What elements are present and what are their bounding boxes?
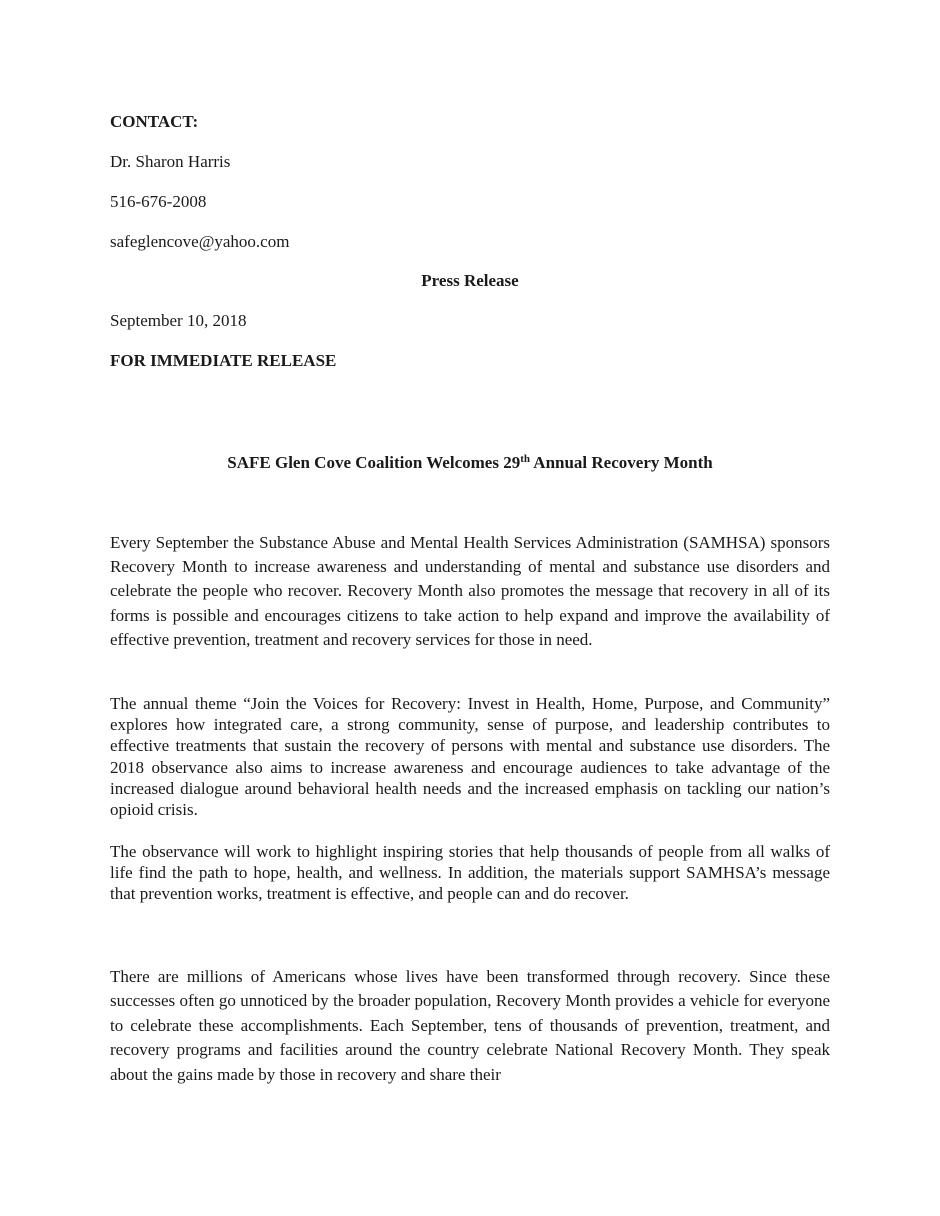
paragraph-3: The observance will work to highlight inspiring stories that help thousands of people from all walks of life find the path to hope, health, and wellness. In addition, the materials support SAMHSA’s message that prevention works, treatment is effective, and people can and do recover.: [110, 842, 830, 904]
contact-phone: 516-676-2008: [110, 192, 207, 211]
headline: [0, 452, 940, 474]
headline-rest: Annual Recovery Month: [529, 453, 713, 472]
paragraph-4: There are millions of Americans whose lives have been transformed through recovery. Since these successes often go unnoticed by the broader population, Recovery Month provides a vehicle for everyone to celebrate these accomplishments. Each September, tens of thousands of prevention, treatment, and recovery programs and facilities around the country celebrate National Recovery Month. They speak about the gains made by those in recovery and share their: [110, 967, 830, 1084]
press-release-label: Press Release: [421, 271, 519, 290]
headline-superscript: th: [520, 452, 530, 465]
paragraph-2: The annual theme “Join the Voices for Recovery: Invest in Health, Home, Purpose, and Community” explores how integrated care, a strong community, sense of purpose, and leadership contributes to effective treatments that sustain the recovery of persons with mental and substance use disorders. The 2018 observance also aims to increase awareness and encourage audiences to take advantage of the increased dialogue around behavioral health needs and the increased emphasis on tackling our nation’s opioid crisis.: [110, 694, 830, 820]
release-date: September 10, 2018: [110, 311, 247, 330]
paragraph-1: Every September the Substance Abuse and Mental Health Services Administration (SAMHSA) sponsors Recovery Month to increase awareness and understanding of mental and substance use disorders and celebrate the people who recover. Recovery Month also promotes the message that recovery in all of its forms is possible and encourages citizens to take action to help expand and improve the availability of effective prevention, treatment and recovery services for those in need.: [110, 533, 830, 649]
contact-email: safeglencove@yahoo.com: [110, 232, 290, 251]
contact-heading: CONTACT:: [110, 112, 199, 131]
headline-main: SAFE Glen Cove Coalition Welcomes 29: [227, 453, 521, 472]
contact-name: Dr. Sharon Harris: [110, 152, 231, 171]
immediate-release-label: FOR IMMEDIATE RELEASE: [110, 351, 337, 370]
